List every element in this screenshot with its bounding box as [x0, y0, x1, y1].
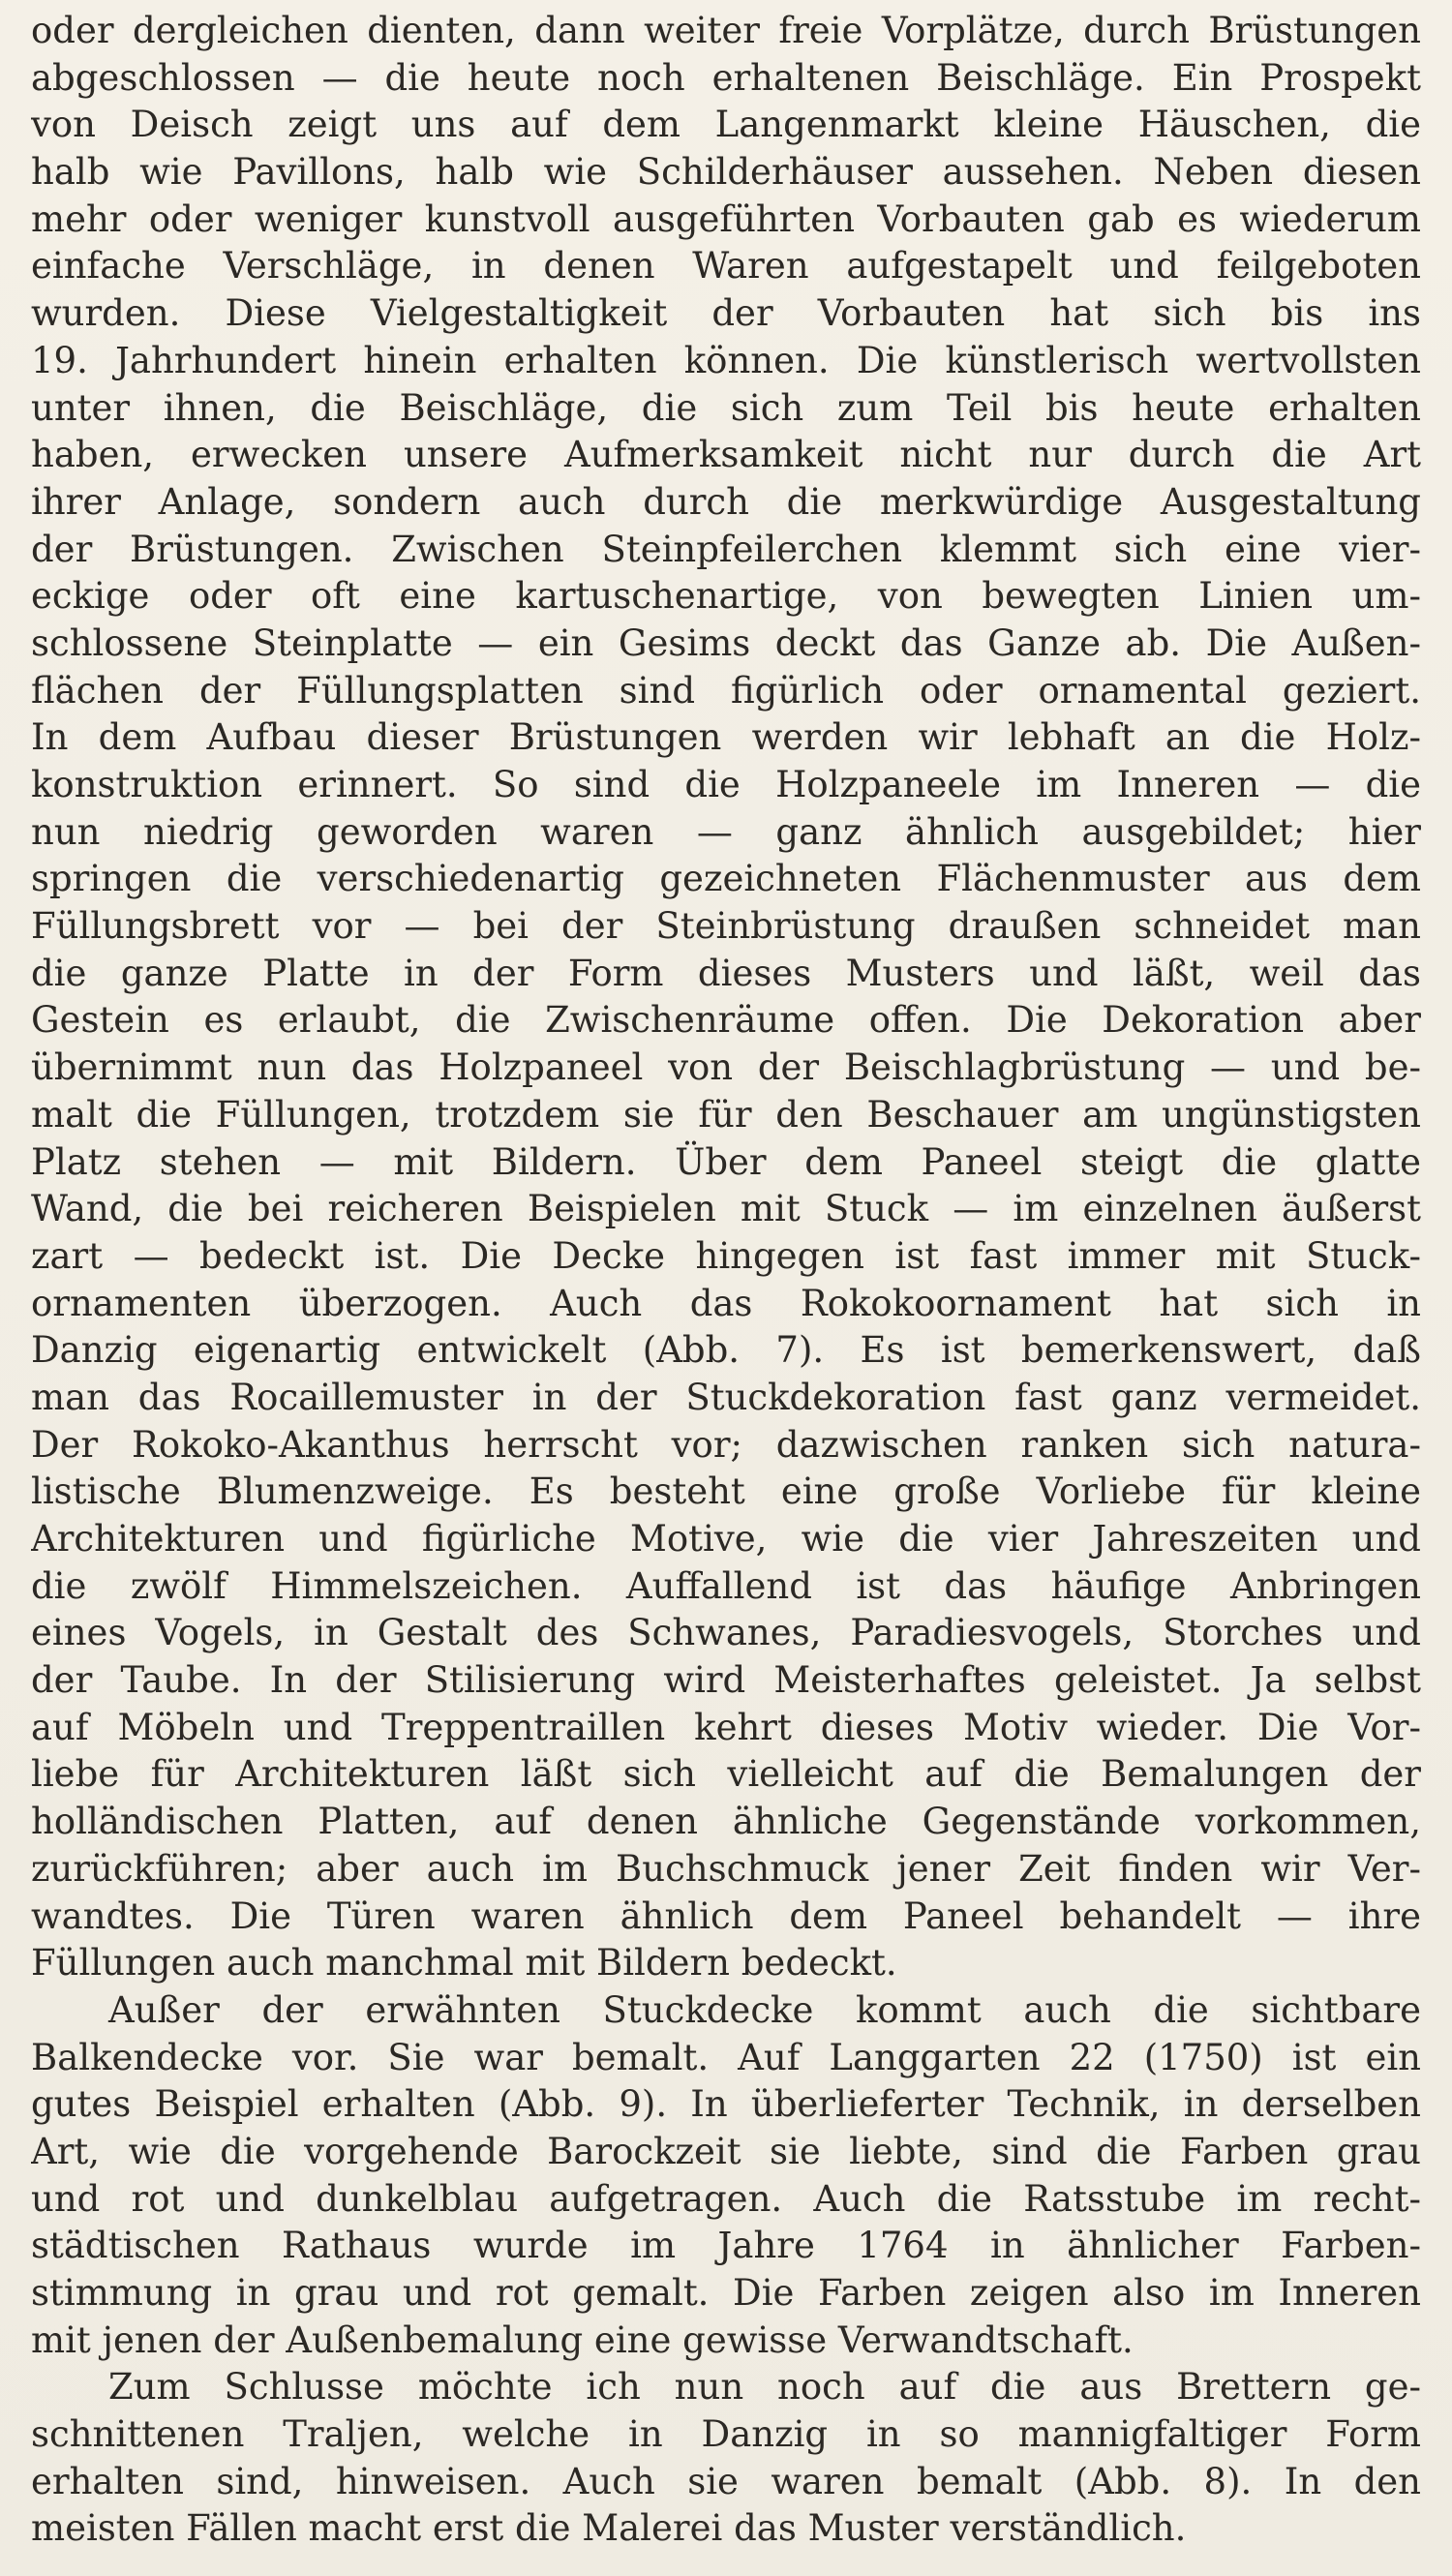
text-line: holländischen Platten, auf denen ähnliche Gegenstände vorkommen,: [31, 1801, 1421, 1843]
text-line: oder dergleichen dienten, dann weiter freie Vorplätze, durch Brüstungen: [31, 10, 1421, 51]
text-line: meisten Fällen macht erst die Malerei das Muster verständlich.: [31, 2507, 1187, 2550]
paragraph-2: [31, 1987, 1421, 2365]
text-line: Platz stehen — mit Bildern. Über dem Paneel steigt die glatte: [31, 1140, 1421, 1183]
text-line: Balkendecke vor. Sie war bemalt. Auf Langgarten 22 (1750) ist ein: [31, 2036, 1421, 2078]
text-line: Art, wie die vorgehende Barockzeit sie liebte, sind die Farben grau: [31, 2130, 1421, 2172]
text-line: städtischen Rathaus wurde im Jahre 1764 in ähnlicher Farben-: [31, 2225, 1421, 2267]
text-line: halb wie Pavillons, halb wie Schilderhäuser aussehen. Neben diesen: [31, 151, 1421, 194]
text-line: Füllungsbrett vor — bei der Steinbrüstung draußen schneidet man: [31, 905, 1421, 948]
text-line: einfache Verschläge, in denen Waren aufgestapelt und feilgeboten: [31, 245, 1421, 288]
text-line: haben, erwecken unsere Aufmerksamkeit nicht nur durch die Art: [31, 434, 1421, 476]
text-line: der Brüstungen. Zwischen Steinpfeilerchen klemmt sich eine vier-: [31, 528, 1421, 570]
text-line: wurden. Diese Vielgestaltigkeit der Vorbauten hat sich bis ins: [31, 292, 1421, 335]
text-line: Architekturen und figürliche Motive, wie die vier Jahreszeiten und: [31, 1518, 1421, 1560]
text-line: schlossene Steinplatte — ein Gesims deckt das Ganze ab. Die Außen-: [31, 621, 1421, 664]
text-line: auf Möbeln und Treppentraillen kehrt dieses Motiv wieder. Die Vor-: [31, 1706, 1421, 1748]
text-line: ihrer Anlage, sondern auch durch die merkwürdige Ausgestaltung: [31, 480, 1421, 523]
text-line: ornamenten überzogen. Auch das Rokokoornament hat sich in: [31, 1282, 1421, 1324]
text-line: Zum Schlusse möchte ich nun noch auf die aus Brettern ge-: [108, 2366, 1421, 2409]
paragraph-1: [31, 8, 1421, 1987]
text-line: 19. Jahrhundert hinein erhalten können. Die künstlerisch wertvollsten: [31, 339, 1421, 381]
body-text: [31, 8, 1421, 2553]
text-line: eines Vogels, in Gestalt des Schwanes, Paradiesvogels, Storches und: [31, 1612, 1421, 1654]
text-line: listische Blumenzweige. Es besteht eine große Vorliebe für kleine: [31, 1470, 1421, 1513]
paragraph-3: [31, 2364, 1421, 2553]
text-line: Wand, die bei reicheren Beispielen mit Stuck — im einzelnen äußerst: [31, 1188, 1421, 1230]
text-line: und rot und dunkelblau aufgetragen. Auch die Ratsstube im recht-: [31, 2177, 1421, 2220]
text-line: Außer der erwähnten Stuckdecke kommt auch die sichtbare: [108, 1988, 1421, 2031]
text-line: flächen der Füllungsplatten sind figürlich oder ornamental geziert.: [31, 669, 1421, 712]
text-line: der Taube. In der Stilisierung wird Meisterhaftes geleistet. Ja selbst: [31, 1659, 1421, 1702]
text-line: mehr oder weniger kunstvoll ausgeführten Vorbauten gab es wiederum: [31, 197, 1421, 240]
text-line: man das Rocaillemuster in der Stuckdekoration fast ganz vermeidet.: [31, 1376, 1421, 1418]
text-line: In dem Aufbau dieser Brüstungen werden wir lebhaft an die Holz-: [31, 716, 1421, 759]
text-line: Gestein es erlaubt, die Zwischenräume offen. Die Dekoration aber: [31, 999, 1421, 1042]
text-line: übernimmt nun das Holzpaneel von der Beischlagbrüstung — und be-: [31, 1046, 1421, 1089]
text-line: springen die verschiedenartig gezeichneten Flächenmuster aus dem: [31, 858, 1421, 900]
text-line: stimmung in grau und rot gemalt. Die Farben zeigen also im Inneren: [31, 2272, 1421, 2314]
text-line: erhalten sind, hinweisen. Auch sie waren bemalt (Abb. 8). In den: [31, 2460, 1421, 2502]
text-line: wandtes. Die Türen waren ähnlich dem Paneel behandelt — ihre: [31, 1894, 1421, 1937]
text-line: unter ihnen, die Beischläge, die sich zum Teil bis heute erhalten: [31, 386, 1421, 429]
text-line: von Deisch zeigt uns auf dem Langenmarkt kleine Häuschen, die: [31, 104, 1421, 146]
text-line: nun niedrig geworden waren — ganz ähnlich ausgebildet; hier: [31, 810, 1421, 853]
text-line: konstruktion erinnert. So sind die Holzpaneele im Inneren — die: [31, 764, 1421, 805]
text-line: malt die Füllungen, trotzdem sie für den Beschauer am ungünstigsten: [31, 1093, 1421, 1136]
text-line: mit jenen der Außenbemalung eine gewisse Verwandtschaft.: [31, 2318, 1134, 2361]
text-line: Danzig eigenartig entwickelt (Abb. 7). Es ist bemerkenswert, daß: [31, 1329, 1421, 1372]
text-line: schnittenen Traljen, welche in Danzig in so mannigfaltiger Form: [31, 2413, 1421, 2456]
text-line: Der Rokoko-Akanthus herrscht vor; dazwischen ranken sich natura-: [31, 1423, 1421, 1466]
text-line: zurückführen; aber auch im Buchschmuck jener Zeit finden wir Ver-: [31, 1847, 1421, 1890]
text-line: die zwölf Himmelszeichen. Auffallend ist das häufige Anbringen: [31, 1564, 1421, 1607]
text-line: die ganze Platte in der Form dieses Musters und läßt, weil das: [31, 952, 1421, 994]
text-line: liebe für Architekturen läßt sich vielleicht auf die Bemalungen der: [31, 1753, 1421, 1796]
text-line: gutes Beispiel erhalten (Abb. 9). In überlieferter Technik, in derselben: [31, 2083, 1421, 2126]
text-line: Füllungen auch manchmal mit Bildern bedeckt.: [31, 1942, 897, 1985]
text-line: zart — bedeckt ist. Die Decke hingegen ist fast immer mit Stuck-: [31, 1234, 1421, 1277]
text-line: eckige oder oft eine kartuschenartige, von bewegten Linien um-: [31, 575, 1421, 618]
text-line: abgeschlossen — die heute noch erhaltenen Beischläge. Ein Prospekt: [31, 56, 1421, 99]
